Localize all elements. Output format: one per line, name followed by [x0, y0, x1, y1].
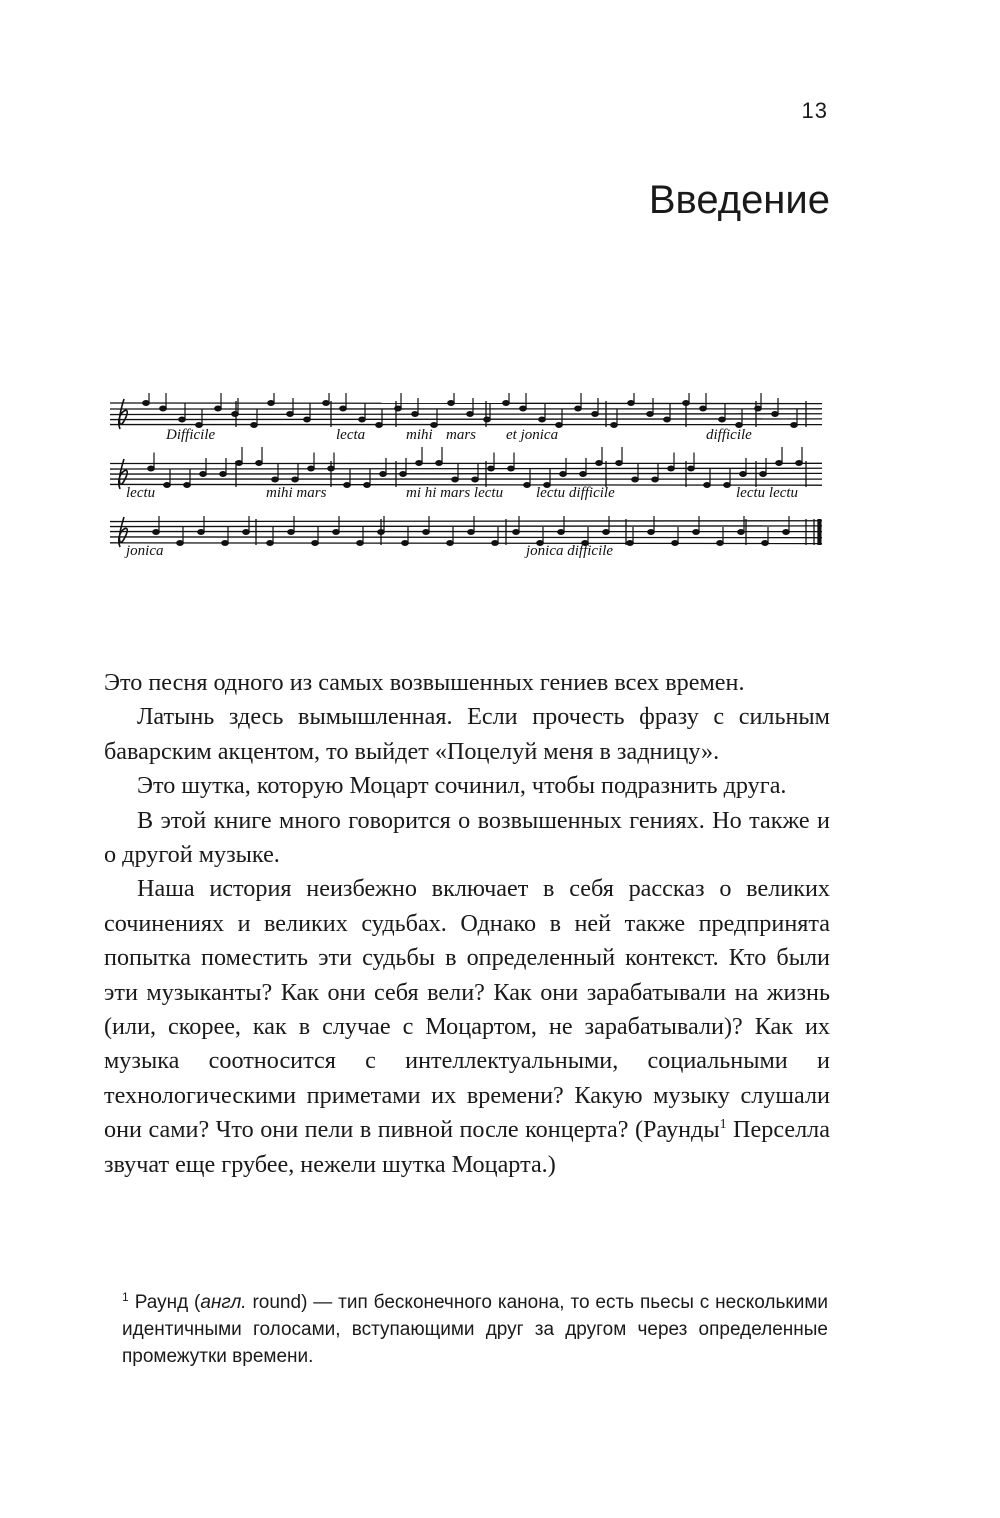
paragraph-text: Наша история неизбежно включает в себя рассказ о великих сочинениях и великих судьбах. Однако в ней также предпринята попытка поместить эти судьбы в определенный контекст. Кто были эти музыканты? Как они себя вели? Как они зарабатывали на жизнь (или, скорее, как в случае с Моцартом, не зарабатывали)? Как их музыка соотносится с интеллектуальными, социальными и технологическими приметами их времени? Какую музыку слушали они сами? Что они пели в пивной после концерта? (Раунды [104, 875, 830, 1144]
note-head [220, 472, 227, 477]
note-head [184, 483, 191, 488]
note-head [323, 401, 330, 406]
note-head [436, 461, 443, 466]
note-head [755, 406, 762, 411]
note-head [783, 530, 790, 535]
note-head [452, 477, 459, 482]
note-head [268, 401, 275, 406]
note-head [627, 541, 634, 546]
lyric-word: mi hi mars lectu [406, 485, 504, 501]
note-head [344, 483, 351, 488]
note-head [668, 466, 675, 471]
footnote-term: Раунд ( [134, 1292, 201, 1313]
note-head [776, 461, 783, 466]
note-head [328, 466, 335, 471]
note-head [492, 541, 499, 546]
note-head [179, 417, 186, 422]
note-head [287, 412, 294, 417]
note-head [448, 401, 455, 406]
note-head [380, 472, 387, 477]
note-head [539, 417, 546, 422]
note-head [520, 406, 527, 411]
paragraph [104, 872, 830, 1182]
note-head [243, 530, 250, 535]
note-head [378, 530, 385, 535]
note-head [395, 406, 402, 411]
note-head [177, 541, 184, 546]
footnote-text: round) — тип бесконечного канона, то есть пьесы с несколькими идентичными голосами, вступающими друг за другом через определенные промежутки времени. [122, 1292, 828, 1367]
note-head [558, 530, 565, 535]
note-head [672, 541, 679, 546]
note-head [740, 472, 747, 477]
note-head [153, 530, 160, 535]
footnote-reference: 1 [719, 1117, 727, 1133]
note-head [592, 412, 599, 417]
note-head [508, 466, 515, 471]
note-head [760, 472, 767, 477]
paragraph: Это песня одного из самых возвышенных гениев всех времен. [104, 669, 745, 696]
lyric-word: mars [446, 427, 477, 443]
note-head [467, 412, 474, 417]
lyric-word: lecta [336, 427, 366, 443]
note-head [503, 401, 510, 406]
note-head [596, 461, 603, 466]
note-head [632, 477, 639, 482]
note-head [357, 541, 364, 546]
note-head [304, 417, 311, 422]
lyric-word: jonica [126, 543, 164, 559]
paragraph: Это шутка, которую Моцарт сочинил, чтобы подразнить друга. [137, 772, 787, 800]
note-head [719, 417, 726, 422]
body-text [104, 666, 830, 1182]
note-head [292, 477, 299, 482]
note-head [693, 530, 700, 535]
note-head [664, 417, 671, 422]
footnote-language: англ. [200, 1292, 247, 1313]
note-head [700, 406, 707, 411]
note-head [447, 541, 454, 546]
staff-line [110, 521, 822, 522]
note-head [333, 530, 340, 535]
note-head [580, 472, 587, 477]
page-number: 13 [801, 98, 828, 123]
footnote-marker: 1 [122, 1290, 129, 1304]
note-head [762, 541, 769, 546]
chapter-title: Введение [648, 178, 830, 222]
lyric-word: lectu difficile [536, 485, 615, 501]
note-head [488, 466, 495, 471]
note-head [340, 406, 347, 411]
note-head [648, 530, 655, 535]
note-head [267, 541, 274, 546]
note-head [412, 412, 419, 417]
note-head [717, 541, 724, 546]
note-head [772, 412, 779, 417]
note-head [200, 472, 207, 477]
music-manuscript-image [106, 393, 826, 578]
note-head [400, 472, 407, 477]
lyric-word: lectu lectu [736, 485, 799, 501]
note-head [704, 483, 711, 488]
lyric-word: et jonica [506, 427, 559, 443]
note-head [791, 423, 798, 428]
paragraph: В этой книге много говорится о возвышенных гениях. Но также и о другой музыке. [104, 806, 830, 869]
note-head [738, 530, 745, 535]
staff-line [110, 468, 822, 469]
paragraph: Латынь здесь вымышленная. Если прочесть фразу с сильным баварским акцентом, то выйдет «Поцелуй меня в задницу». [104, 703, 830, 765]
staff-line [110, 526, 822, 527]
note-head [472, 477, 479, 482]
note-head [513, 530, 520, 535]
note-head [376, 423, 383, 428]
note-head [468, 530, 475, 535]
note-head [416, 461, 423, 466]
note-head [359, 417, 366, 422]
note-head [652, 477, 659, 482]
note-head [198, 530, 205, 535]
note-head [222, 541, 229, 546]
note-head [611, 423, 618, 428]
note-head [256, 461, 263, 466]
paragraph-text: Перселла звучат еще грубее, нежели шутка Моцарта.) [104, 1116, 830, 1178]
note-head [683, 401, 690, 406]
lyric-word: jonica difficile [526, 543, 614, 559]
note-head [484, 417, 491, 422]
note-head [575, 406, 582, 411]
note-head [560, 472, 567, 477]
staff-line [110, 414, 822, 415]
note-head [148, 466, 155, 471]
note-head [402, 541, 409, 546]
note-head [215, 406, 222, 411]
note-head [164, 483, 171, 488]
note-head [628, 401, 635, 406]
note-head [272, 477, 279, 482]
note-head [616, 461, 623, 466]
note-head [143, 401, 150, 406]
note-head [312, 541, 319, 546]
note-head [603, 530, 610, 535]
lyric-word: lectu [126, 485, 156, 501]
lyric-word: mihi mars [266, 485, 327, 501]
note-head [160, 406, 167, 411]
note-head [524, 483, 531, 488]
note-head [724, 483, 731, 488]
note-head [647, 412, 654, 417]
staff-line [110, 419, 822, 420]
footnote [122, 1289, 828, 1370]
note-head [796, 461, 803, 466]
note-head [251, 423, 258, 428]
note-head [364, 483, 371, 488]
note-head [308, 466, 315, 471]
note-head [288, 530, 295, 535]
note-head [236, 461, 243, 466]
staff-line [110, 473, 822, 474]
lyric-word: Difficile [166, 427, 216, 443]
staff-line [110, 537, 822, 538]
note-head [423, 530, 430, 535]
lyric-word: difficile [706, 427, 752, 443]
staff-line [110, 403, 822, 404]
lyric-word: mihi [406, 427, 433, 443]
note-head [232, 412, 239, 417]
staff-line [110, 543, 822, 544]
note-head [688, 466, 695, 471]
